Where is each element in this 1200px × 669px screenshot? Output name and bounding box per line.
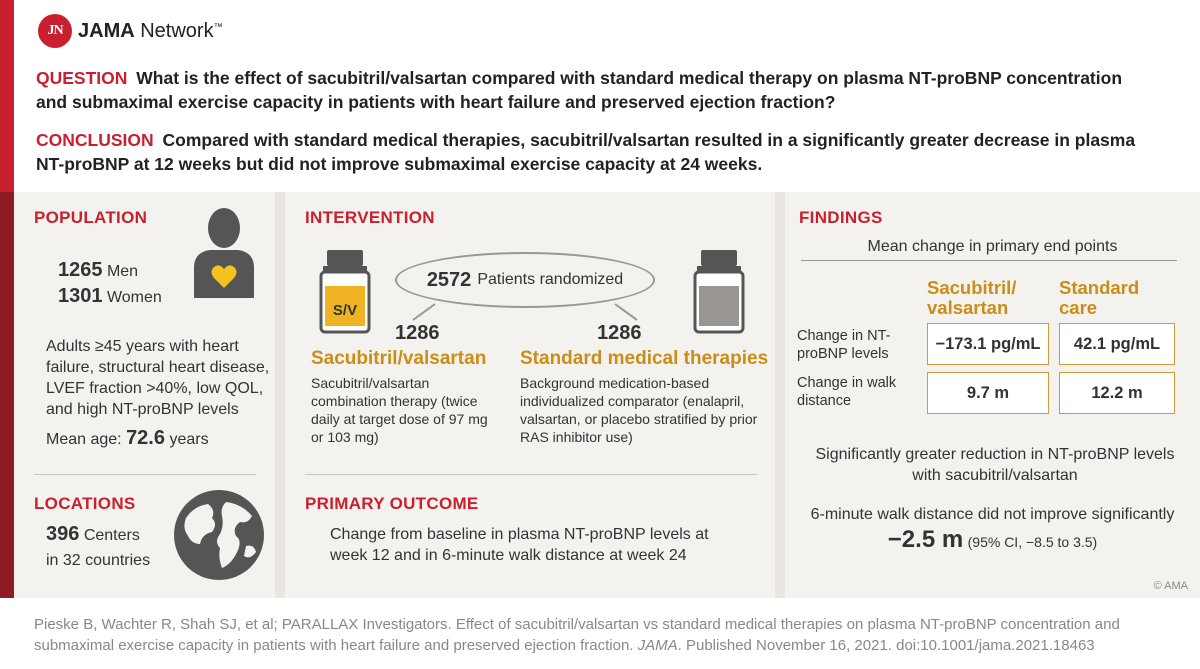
globe-icon [172, 488, 266, 582]
vial-label: S/V [332, 302, 358, 319]
question-block [36, 66, 1156, 114]
population-panel [14, 192, 275, 598]
logo-name-bold: JAMA [78, 19, 135, 42]
walk-difference-ci: (95% CI, −8.5 to 3.5) [967, 534, 1098, 550]
population-divider [34, 474, 256, 475]
arm1-name: Sacubitril/valsartan [311, 348, 487, 369]
centers-count: 396 [46, 523, 80, 545]
cell-ntprobnp-sacubitril: −173.1 pg/mL [927, 323, 1049, 365]
arm2-count: 1286 [597, 322, 642, 344]
findings-panel [785, 192, 1200, 598]
intervention-title: INTERVENTION [305, 208, 435, 227]
men-count-line [58, 260, 138, 282]
centers-label: Centers [83, 527, 140, 544]
arm2-description: Background medication-based individualized comparator (enalapril, valsartan, or placebo stratified by prior RAS inhibitor use) [520, 375, 758, 445]
col-header-sacubitril: Sacubitril/ valsartan [927, 277, 1017, 318]
conclusion-text: Compared with standard medical therapies, sacubitril/valsartan resulted in a significantly greater decrease in plasma NT-proBNP at 12 weeks but did not improve submaximal exercise capacity at 24 weeks. [36, 130, 1136, 174]
footer [0, 598, 1200, 669]
col-header-standard: Standard care [1059, 277, 1140, 318]
randomized-label: Patients randomized [477, 271, 624, 288]
mean-age-label: Mean age: [46, 431, 122, 448]
centers-line [46, 524, 140, 546]
population-description: Adults ≥45 years with heart failure, structural heart disease, LVEF fraction >40%, low QOL, and high NT-proBNP levels [46, 338, 270, 418]
row-label-ntprobnp: Change in NT-proBNP levels [797, 328, 891, 362]
men-label: Men [106, 263, 139, 280]
accent-bar-top [0, 0, 14, 192]
question-keyword: QUESTION [36, 68, 128, 88]
population-title: POPULATION [34, 208, 148, 227]
walk-difference-line [785, 526, 1200, 554]
primary-outcome-title: PRIMARY OUTCOME [305, 494, 479, 513]
primary-outcome-text: Change from baseline in plasma NT-proBNP levels at week 12 and in 6-minute walk distance at week 24 [330, 526, 709, 564]
citation [34, 614, 1174, 656]
panels-area [14, 192, 1200, 598]
countries-text: in 32 countries [46, 552, 151, 569]
jama-network-logo[interactable] [38, 14, 223, 48]
mean-age-unit: years [169, 431, 209, 448]
cell-ntprobnp-standard: 42.1 pg/mL [1059, 323, 1175, 365]
findings-subtitle: Mean change in primary end points [867, 238, 1118, 255]
logo-name-rest: Network [134, 19, 214, 42]
accent-bar-middle [0, 192, 14, 598]
citation-doi[interactable]: . Published November 16, 2021. doi:10.1001/jama.2021.18463 [677, 637, 1095, 654]
men-count: 1265 [58, 259, 103, 281]
row-label-walk: Change in walk distance [797, 375, 897, 409]
logo-trademark: ™ [213, 20, 223, 31]
women-count: 1301 [58, 285, 103, 307]
cell-walk-standard: 12.2 m [1059, 372, 1175, 414]
citation-journal: JAMA [637, 637, 678, 654]
mean-age-value: 72.6 [126, 427, 165, 449]
jn-logo-mark: JN [38, 14, 72, 48]
findings-subtitle-rule [801, 260, 1177, 261]
finding-note-walk: 6-minute walk distance did not improve significantly [810, 506, 1175, 523]
randomized-count: 2572 [426, 268, 472, 291]
walk-difference-value: −2.5 m [887, 526, 964, 553]
cell-walk-sacubitril: 9.7 m [927, 372, 1049, 414]
conclusion-keyword: CONCLUSION [36, 130, 154, 150]
findings-title: FINDINGS [799, 208, 883, 227]
intervention-panel [285, 192, 775, 598]
mean-age-line [46, 428, 209, 450]
locations-title: LOCATIONS [34, 494, 136, 513]
arm2-name: Standard medical therapies [520, 348, 769, 369]
logo-wordmark [78, 20, 223, 43]
arm1-count: 1286 [395, 322, 440, 344]
finding-note-ntprobnp: Significantly greater reduction in NT-proBNP levels with sacubitril/valsartan [815, 446, 1175, 484]
intervention-divider [305, 474, 757, 475]
women-label: Women [106, 289, 162, 306]
header [14, 0, 1200, 192]
question-text: What is the effect of sacubitril/valsartan compared with standard medical therapy on plasma NT-proBNP concentration and submaximal exercise capacity in patients with heart failure and preserved ejection fraction? [36, 68, 1123, 112]
citation-text: Pieske B, Wachter R, Shah SJ, et al; PARALLAX Investigators. Effect of sacubitril/valsartan vs standard medical therapies on plasma NT-proBNP concentration and submaximal exercise capacity in patients with heart failure and preserved ejection fraction. [34, 616, 1120, 654]
standard-therapy-vial-icon [693, 248, 745, 334]
arm1-description: Sacubitril/valsartan combination therapy (twice daily at target dose of 97 mg or 103 mg) [311, 375, 488, 445]
women-count-line [58, 286, 162, 308]
copyright: © AMA [1153, 580, 1188, 592]
conclusion-block [36, 128, 1156, 176]
person-heart-icon [192, 206, 256, 298]
